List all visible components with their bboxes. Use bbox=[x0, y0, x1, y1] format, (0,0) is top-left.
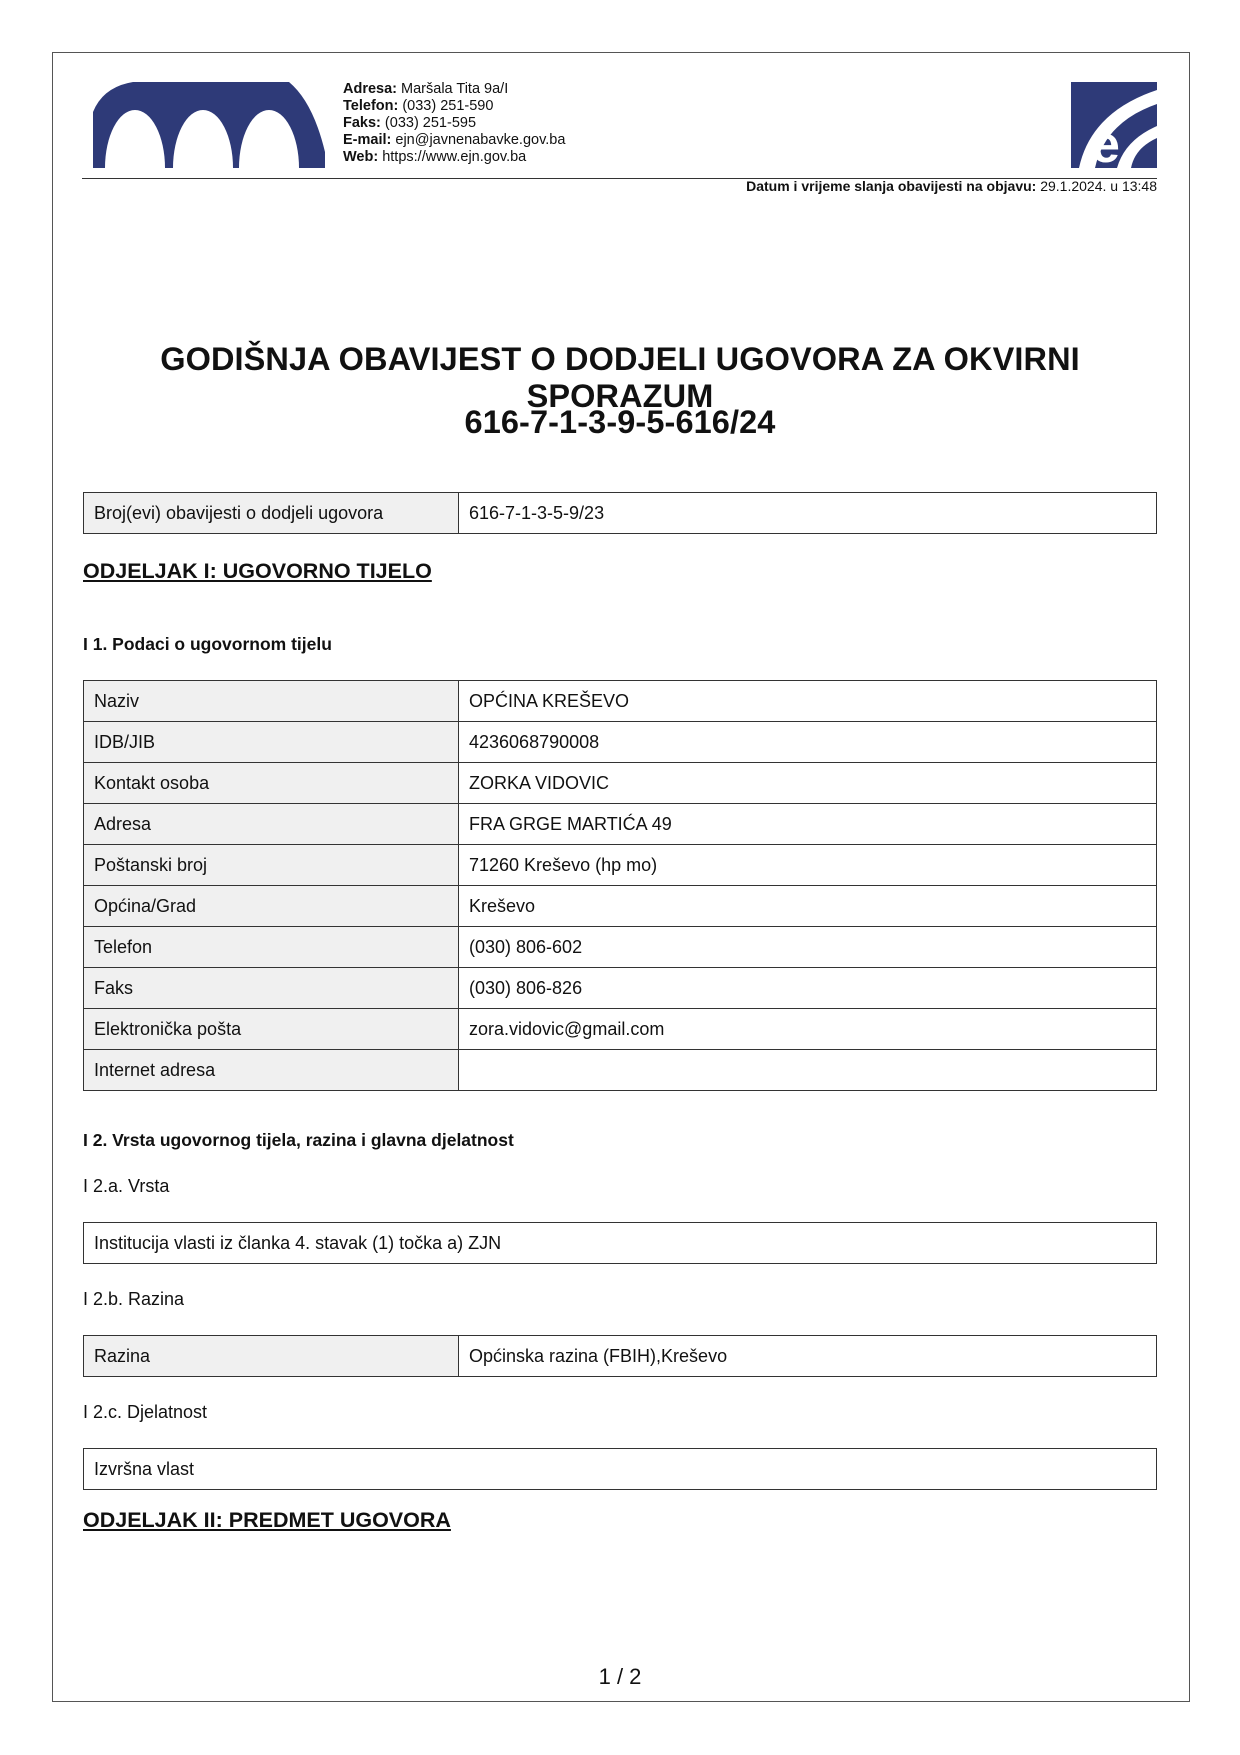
table-row bbox=[84, 968, 1157, 1009]
row-value: FRA GRGE MARTIĆA 49 bbox=[459, 804, 1157, 845]
row-label: IDB/JIB bbox=[84, 722, 459, 763]
table-row bbox=[84, 845, 1157, 886]
table-row bbox=[84, 681, 1157, 722]
submission-datetime: Datum i vrijeme slanja obavijesti na objavu: 29.1.2024. u 13:48 bbox=[746, 178, 1157, 194]
contact-email: E-mail: ejn@javnenabavke.gov.ba bbox=[343, 132, 566, 148]
contact-block bbox=[343, 81, 565, 166]
award-numbers-table bbox=[83, 492, 1157, 534]
contact-phone: Telefon: (033) 251-590 bbox=[343, 98, 494, 114]
row-value: (030) 806-602 bbox=[459, 927, 1157, 968]
djelatnost-value: Izvršna vlast bbox=[84, 1449, 1157, 1490]
award-numbers-value: 616-7-1-3-5-9/23 bbox=[459, 493, 1157, 534]
vrsta-table bbox=[83, 1222, 1157, 1264]
table-row bbox=[84, 886, 1157, 927]
authority-details-table bbox=[83, 680, 1157, 1091]
row-value: (030) 806-826 bbox=[459, 968, 1157, 1009]
row-value: OPĆINA KREŠEVO bbox=[459, 681, 1157, 722]
row-label: Naziv bbox=[84, 681, 459, 722]
section-2-heading: ODJELJAK II: PREDMET UGOVORA bbox=[83, 1508, 451, 1532]
subsection-i1-heading: I 1. Podaci o ugovornom tijelu bbox=[83, 634, 332, 654]
ejn-logo-icon bbox=[1071, 82, 1157, 168]
row-label: Internet adresa bbox=[84, 1050, 459, 1091]
row-value: zora.vidovic@gmail.com bbox=[459, 1009, 1157, 1050]
table-row bbox=[84, 927, 1157, 968]
razina-table bbox=[83, 1335, 1157, 1377]
row-value bbox=[459, 1050, 1157, 1091]
table-row bbox=[84, 1449, 1157, 1490]
award-numbers-label: Broj(evi) obavijesti o dodjeli ugovora bbox=[84, 493, 459, 534]
row-label: Općina/Grad bbox=[84, 886, 459, 927]
row-label: Faks bbox=[84, 968, 459, 1009]
vrsta-value: Institucija vlasti iz članka 4. stavak (1) točka a) ZJN bbox=[84, 1223, 1157, 1264]
table-row bbox=[84, 804, 1157, 845]
subsection-i2c-label: I 2.c. Djelatnost bbox=[83, 1402, 208, 1422]
subsection-i2a-label: I 2.a. Vrsta bbox=[83, 1176, 170, 1196]
subsection-i2-heading: I 2. Vrsta ugovornog tijela, razina i glavna djelatnost bbox=[83, 1130, 514, 1150]
document-title: GODIŠNJA OBAVIJEST O DODJELI UGOVORA ZA OKVIRNI SPORAZUM bbox=[160, 341, 1080, 414]
table-row bbox=[84, 1009, 1157, 1050]
row-value: 4236068790008 bbox=[459, 722, 1157, 763]
razina-value: Općinska razina (FBIH),Kreševo bbox=[459, 1336, 1157, 1377]
row-value: 71260 Kreševo (hp mo) bbox=[459, 845, 1157, 886]
table-row bbox=[84, 763, 1157, 804]
row-value: Kreševo bbox=[459, 886, 1157, 927]
table-row bbox=[84, 1223, 1157, 1264]
subsection-i2b-label: I 2.b. Razina bbox=[83, 1289, 185, 1309]
document-number: 616-7-1-3-9-5-616/24 bbox=[464, 404, 776, 440]
row-value: ZORKA VIDOVIC bbox=[459, 763, 1157, 804]
razina-label: Razina bbox=[84, 1336, 459, 1377]
table-row bbox=[84, 1050, 1157, 1091]
ajn-logo-icon bbox=[93, 82, 325, 168]
row-label: Poštanski broj bbox=[84, 845, 459, 886]
table-row bbox=[84, 493, 1157, 534]
row-label: Telefon bbox=[84, 927, 459, 968]
table-row bbox=[84, 1336, 1157, 1377]
page-number: 1 / 2 bbox=[598, 1664, 642, 1689]
djelatnost-table bbox=[83, 1448, 1157, 1490]
contact-address: Adresa: Maršala Tita 9a/I bbox=[343, 81, 509, 97]
contact-fax: Faks: (033) 251-595 bbox=[343, 115, 477, 131]
section-1-heading: ODJELJAK I: UGOVORNO TIJELO bbox=[83, 559, 432, 583]
table-row bbox=[84, 722, 1157, 763]
row-label: Adresa bbox=[84, 804, 459, 845]
svg-text:e: e bbox=[1091, 116, 1120, 168]
contact-web: Web: https://www.ejn.gov.ba bbox=[343, 149, 527, 165]
row-label: Elektronička pošta bbox=[84, 1009, 459, 1050]
row-label: Kontakt osoba bbox=[84, 763, 459, 804]
